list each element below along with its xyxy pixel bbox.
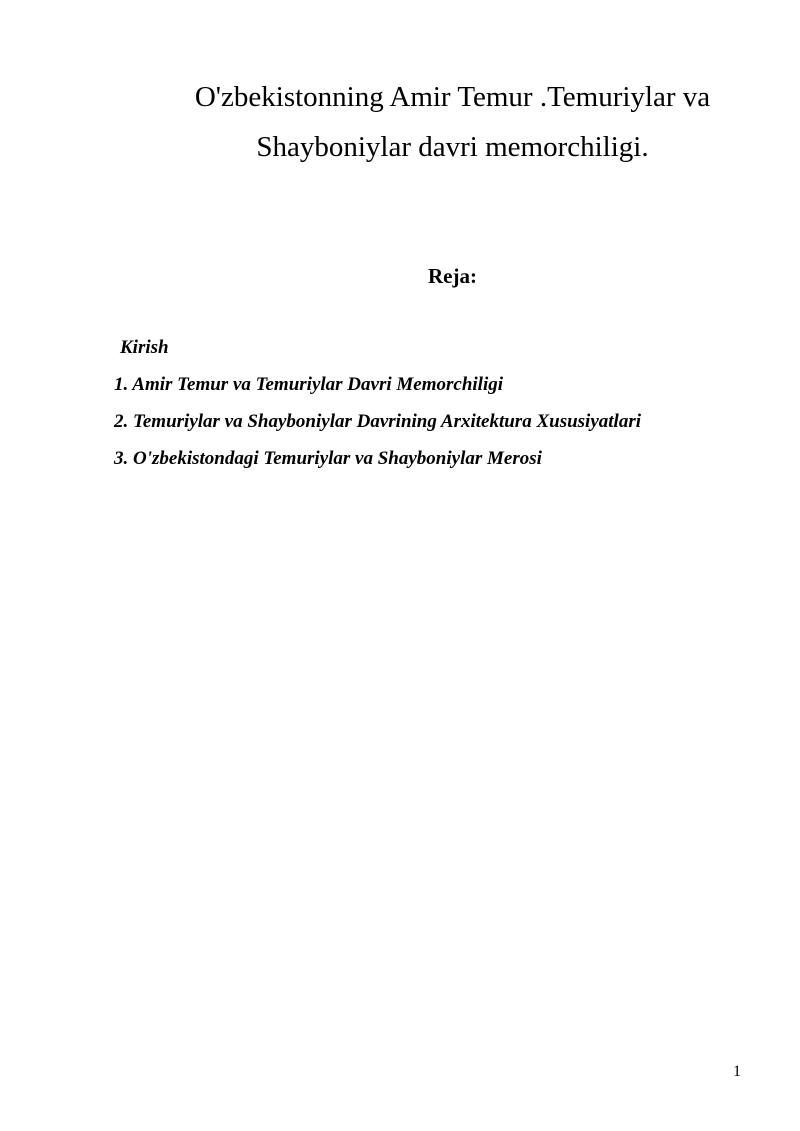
page-number: 1 xyxy=(733,1063,741,1080)
plan-list xyxy=(114,336,641,484)
plan-item-2: 2. Temuriylar va Shayboniylar Davrining Arxitektura Xususiyatlari xyxy=(114,411,641,432)
document-title-line-1: O'zbekistonning Amir Temur .Temuriylar va xyxy=(194,81,711,113)
plan-heading-text: Reja: xyxy=(428,264,477,288)
plan-heading xyxy=(0,263,800,289)
plan-item-3: 3. O'zbekistondagi Temuriylar va Shayboniylar Merosi xyxy=(114,448,542,469)
plan-item-1: 1. Amir Temur va Temuriylar Davri Memorchiligi xyxy=(114,374,503,395)
plan-item-intro: Kirish xyxy=(120,337,169,358)
document-title-line-2: Shayboniylar davri memorchiligi. xyxy=(256,131,649,163)
